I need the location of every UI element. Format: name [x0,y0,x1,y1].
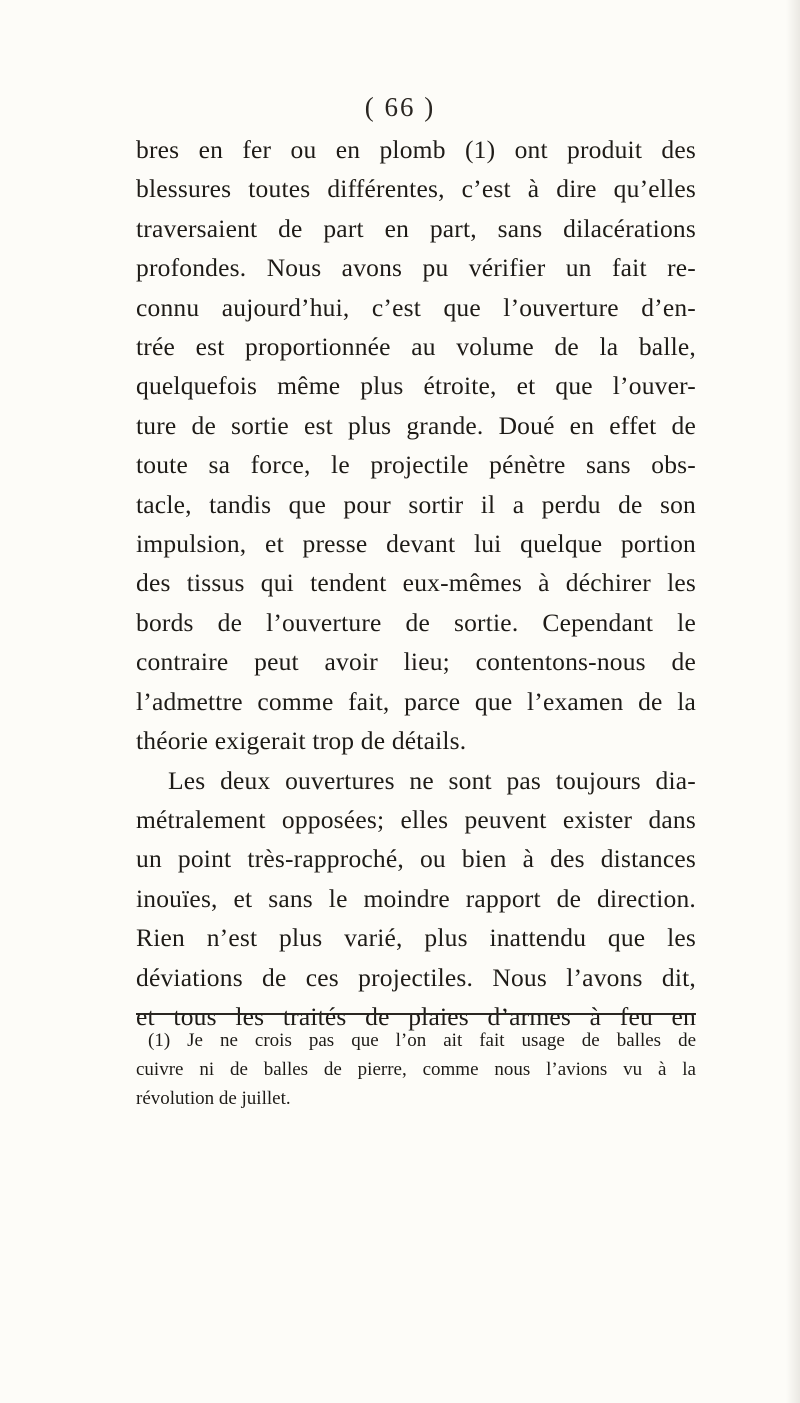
page-edge-shadow [786,0,800,1403]
body-line: impulsion, et presse devant lui quelque portion [136,529,696,559]
footnote [136,1026,696,1113]
body-line: inouïes, et sans le moindre rapport de direction. [136,883,696,913]
body-line: traversaient de part en part, sans dilacérations [136,213,696,243]
body-line: métralement opposées; elles peuvent exister dans [136,804,696,834]
body-line: bres en fer ou en plomb (1) ont produit des [136,135,696,164]
body-line: bords de l’ouverture de sortie. Cependant le [136,607,696,637]
footnote-line: (1) Je ne crois pas que l’on ait fait usage de balles de [148,1030,696,1051]
body-line: ture de sortie est plus grande. Doué en effet de [136,410,696,440]
body-line: déviations de ces projectiles. Nous l’avons dit, [136,962,696,992]
body-line: des tissus qui tendent eux-mêmes à déchirer les [136,568,696,598]
footnote-line: cuivre ni de balles de pierre, comme nous l’avions vu à la [136,1059,696,1080]
body-line-paragraph-start: Les deux ouvertures ne sont pas toujours dia- [168,765,696,795]
body-line: blessures toutes différentes, c’est à dire qu’elles [136,174,696,204]
body-line: contraire peut avoir lieu; contentons-nous de [136,647,696,677]
body-line: et tous les traités de plaies d’armes à feu en [136,1001,696,1031]
footnote-separator-rule [136,1013,696,1015]
body-line: théorie exigerait trop de détails. [136,726,467,756]
body-line: trée est proportionnée au volume de la balle, [136,332,696,362]
body-line: l’admettre comme fait, parce que l’examen de la [136,686,696,716]
body-line: toute sa force, le projectile pénètre sans obs- [136,450,696,480]
body-line: profondes. Nous avons pu vérifier un fait re- [136,253,696,283]
body-line: un point très-rapproché, ou bien à des distances [136,844,696,874]
footnote-line: révolution de juillet. [136,1088,291,1109]
body-line: tacle, tandis que pour sortir il a perdu de son [136,489,696,519]
body-text [136,130,696,1036]
body-line: quelquefois même plus étroite, et que l’ouver- [136,371,696,401]
body-line: Rien n’est plus varié, plus inattendu que les [136,923,696,953]
page-number: ( 66 ) [364,92,436,122]
body-line: connu aujourd’hui, c’est que l’ouverture d’en- [136,292,696,322]
